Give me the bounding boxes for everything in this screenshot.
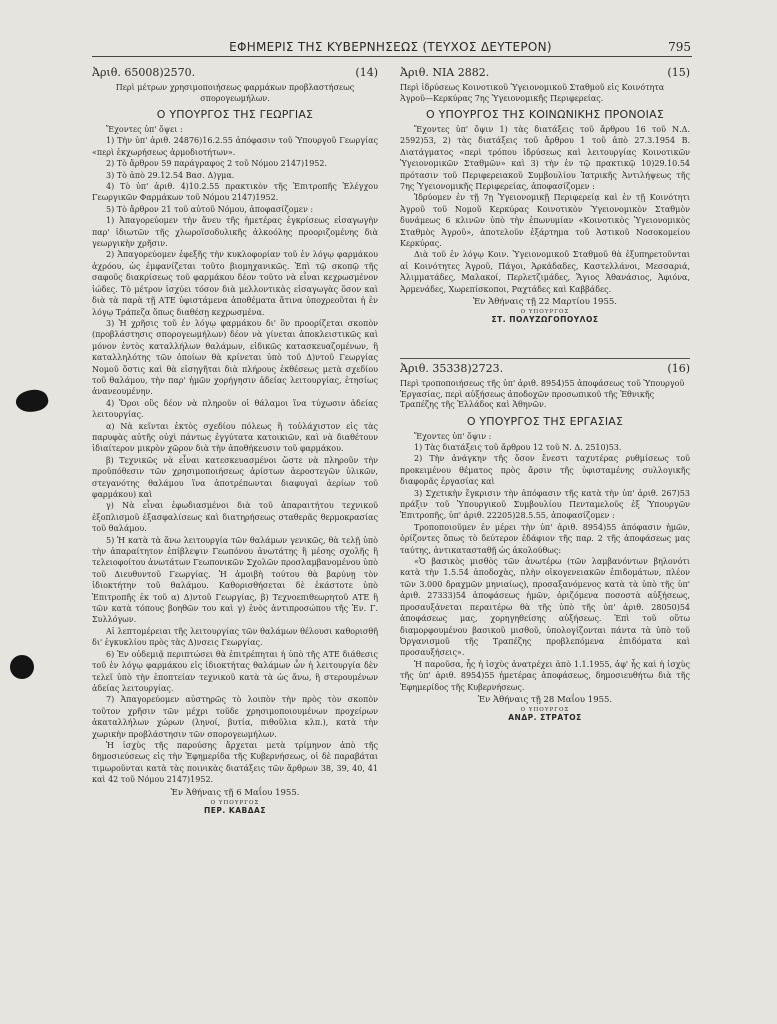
- paragraph: 1) Τὰς διατάξεις τοῦ ἄρθρου 12 τοῦ Ν. Δ. 2510)53.: [414, 443, 622, 452]
- paragraph: 2) Ἀπαγορεύομεν ἐφεξῆς τὴν κυκλοφορίαν τοῦ ἐν λόγῳ φαρμάκου ἀχρόου, ὡς ἐμφανίζεται τοῦτο βιομηχανικῶς. Ἐπὶ τῷ σκοπῷ τῆς σαφοῦς διακρίσεως τοῦ φαρμάκου δέον τοῦτο νὰ εἶναι κεχρωσμένον ἰώδες. Τὸ μέτρον ἰσχύει τόσον διὰ μελλοντικὰς εἰσαγωγὰς ὅσον καὶ διὰ τὰ παρὰ τῇ ΑΤΕ ὑφιστάμενα ἀποθέματα ἅτινα ὑποχρεοῦται ἡ ἐν λόγῳ Τράπεζα ὅπως διαθέσῃ κεχρωσμένα.: [92, 250, 378, 317]
- paragraph: «Ὁ βασικὸς μισθὸς τῶν ἀνωτέρω (τῶν λαμβανόντων βηλονότι κατὰ τὴν 1.5.54 ἀποδοχὰς, πλὴν οἰκογενειακῶν ἐπιδομάτων, πλέον τῶν 3.000 δραχμῶν μηνιαίως), προσαξανόμενος κατὰ τὰ ὑπὸ τῆς ὑπ' ἀριθ. 27333)54 ἀποφάσεως ἡμῶν, ὁριζόμενα ποσοστὰ αὐξήσεως, προσαυξάνεται περαιτέρω θὰ τῆς ὑπὸ τῆς ὑπ' ἀριθ. 28050)54 ἀποφάσεως μας, χορηγηθείσης αὐξήσεως. Ἐπὶ τοῦ οὕτω διαμορφουμένου βασικοῦ μισθοῦ, ὑπολογίζονται πάντα τὰ ὑπὸ τοῦ Ὀργανισμοῦ τῆς Τραπέζης προβλεπόμενα ἐπιδόματα καὶ προσαυξήσεις».: [400, 557, 690, 658]
- header-rule: [92, 56, 692, 57]
- paragraph: 3) Τὸ ἀπὸ 29.12.54 Βασ. Δ)γμα.: [106, 170, 235, 180]
- signature-label: Ο ΥΠΟΥΡΓΟΣ: [210, 799, 260, 806]
- decision-subject: Περὶ ἱδρύσεως Κοινοτικοῦ Ὑγειονομικοῦ Σταθμοῦ εἰς Κοινότητα Ἀγροῦ—Κερκύρας 7ης Ὑγειονομικῆς Περιφερείας.: [400, 83, 665, 103]
- paragraph: 1) Ἀπαγορεύομεν τὴν ἄνευ τῆς ἡμετέρας ἐγκρίσεως εἰσαγωγὴν παρ' ἰδιωτῶν τῆς χλωροϊσοδυλικῆς ἀλκοόλης προοριζομένης διὰ γεωργικὴν χρῆσιν.: [92, 216, 378, 249]
- paragraph: Ἔχοντες ὑπ' ὄψιν 1) τὰς διατάξεις τοῦ ἄρθρου 16 τοῦ Ν.Δ. 2592)53, 2) τὰς διατάξεις τοῦ ἄρθρου 1 τοῦ ἀπὸ 27.3.1954 Β. Διατάγματος «περὶ τρόπου ἱδρύσεως καὶ λειτουργίας Κοινοτικῶν Ὑγειονομικῶν Σταθμῶν» καὶ 3) τὴν ἐν τῷ πρακτικῷ 10)29.10.54 πρότασιν τοῦ Περιφερειακοῦ Συμβουλίου Ἰατρικῆς Ἀντιλήψεως τῆς 7ης Ὑγειονομικῆς Περιφερείας, ἀποφασίζομεν :: [400, 125, 690, 192]
- paragraph: Ἔχοντες ὑπ' ὄψιν :: [414, 431, 492, 441]
- decision-date: Ἐν Ἀθήναις τῇ 28 Μαΐου 1955.: [477, 694, 613, 705]
- paragraph: 6) Ἐν οὐδεμιᾷ περιπτώσει θὰ ἐπιτρέπηται ἡ ὑπὸ τῆς ΑΤΕ διάθεσις τοῦ ἐν λόγῳ φαρμάκου εἰς ἰδιοκτήτας θαλάμων ὧν ἡ λειτουργία δὲν τελεῖ ὑπὸ τὴν ἐποπτείαν τεχνικοῦ κατὰ τὰ ὡς ἄνω, ἢ στερουμένων ἀδείας λειτουργίας.: [92, 649, 378, 693]
- spacer: [400, 324, 690, 354]
- paragraph: 3) Σχετικὴν ἔγκρισιν τὴν ἀπόφασιν τῆς κατὰ τὴν ὑπ' ἀριθ. 267)53 πράξιν τοῦ Ὑπουργικοῦ Συμβουλίου Πενταμελοῦς ἐξ Ὑπουργῶν Ἐπιτροπῆς, ὑπ' ἀριθ. 22205)28.5.55, ἀποφασίζομεν :: [400, 488, 690, 521]
- decision-number: Ἀριθ. 35338)2723.: [400, 362, 504, 376]
- left-column: [92, 62, 378, 987]
- paragraph: 5) Τὸ ἄρθρον 21 τοῦ αὐτοῦ Νόμου, ἀποφασίζομεν :: [106, 204, 314, 214]
- paragraph: Αἱ λεπτομέρειαι τῆς λειτουργίας τῶν θαλάμων θέλουσι καθορισθῆ δι' ἐγκυκλίου πρὸς τὰς Δ)νσεις Γεωργίας.: [92, 626, 378, 648]
- right-column: [400, 62, 690, 987]
- paragraph: 3) Ἡ χρῆσις τοῦ ἐν λόγῳ φαρμάκου δι' ὃν προορίζεται σκοπὸν (προβλάστησις σπορογεωμήλων) δέον νὰ γίνεται ἀποκλειστικῶς καὶ μόνον ἐντὸς καταλλήλων θαλάμων, εἰδικῶς κατασκευαζομένων, ἢ καταλληλότης τῶν ὁποίων θὰ κρίνεται ὑπὸ τοῦ Δ)ντοῦ Γεωργίας Νομοῦ ὅστις καὶ θὰ εἰσηγῆται διὰ πλήρους ἐκθέσεως μετὰ σχεδίου τοῦ θαλάμου, τὴν παρ' ἡμῶν χορήγησιν ἀδείας λειτουργίας, ἐτησίως ἀνανεουμένην.: [92, 318, 378, 397]
- paragraph: β) Τεχνικῶς νὰ εἶναι κατεσκευασμένοι ὥστε νὰ πληροῦν τὴν προϋπόθεσιν τῶν χρησιμοποιήσεως ἀρίστων ἀεροστεγῶν ὑλικῶν, στεγανότης θαλάμου ἵνα ἀποτρέπωνται διαφυγαὶ ἀερίων τοῦ φαρμάκου) καὶ: [92, 455, 378, 499]
- paragraph: Διὰ τοῦ ἐν λόγῳ Κοιν. Ὑγειονομικοῦ Σταθμοῦ θὰ ἐξυπηρετοῦνται αἱ Κοινότητες Ἀγροῦ, Πάγοι, Ἀρκάδαδες, Καστελλάνοι, Μεσσαριά, Ἀλιμματάδες, Μαλακοί, Περλετζιμάδες, Ἅγιος Ἀθανάσιος, Ἀφιόνα, Ἀρμενάδες, Χωρεπίσκοποι, Ραχτάδες καὶ Καββάδες.: [400, 250, 690, 294]
- decision-subject: Περὶ μέτρων χρησιμοποιήσεως φαρμάκων προβλαστήσεως σπορογεωμήλων.: [115, 83, 355, 103]
- decision-body: [92, 124, 378, 786]
- decision-index: (15): [667, 66, 690, 79]
- ministry-heading: Ο ΥΠΟΥΡΓΟΣ ΤΗΣ ΚΟΙΝΩΝΙΚΗΣ ΠΡΟΝΟΙΑΣ: [426, 108, 664, 121]
- paragraph: γ) Νὰ εἶναι ἐφωδιασμένοι διὰ τοῦ ἀπαραιτήτου τεχνικοῦ ἐξοπλισμοῦ ἐξασφαλίσεως καὶ διατηρήσεως σταθερᾶς θερμοκρασίας τοῦ θαλάμου.: [92, 501, 378, 534]
- decision-index: (16): [667, 362, 690, 376]
- paragraph: 2) Τὴν ἀνάγκην τῆς ὅσον ἔνεστι ταχυτέρας ρυθμίσεως τοῦ προκειμένου θέματος πρὸς ἄρσιν τῆς ὑφισταμένης συλλογικῆς διαφορᾶς ἐργασίας καὶ: [400, 454, 690, 487]
- decision-index: (14): [355, 66, 378, 79]
- paragraph: 2) Τὸ ἄρθρον 59 παράγραφος 2 τοῦ Νόμου 2147)1952.: [106, 159, 328, 169]
- paragraph: 1) Τὴν ὑπ' ἀριθ. 24876)16.2.55 ἀπόφασιν τοῦ Ὑπουργοῦ Γεωργίας «περὶ ἐκχωρήσεως ἁρμοδιοτήτων».: [92, 136, 378, 157]
- paragraph: α) Νὰ κεῖνται ἐκτὸς σχεδίου πόλεως ἢ τοὐλάχιστον εἰς τὰς παρυφὰς αὐτῆς οὐχὶ πάντως ἐγγύτατα κατοικιῶν, καὶ νὰ διαθέτουν ἰδιαίτερον μικρὸν χῶρον διὰ τὴν ἀποθήκευσιν τοῦ φαρμάκου.: [92, 421, 378, 454]
- paragraph: Ἱδρύομεν ἐν τῇ 7ῃ Ὑγειονομικῇ Περιφερείᾳ καὶ ἐν τῇ Κοινότητι Ἀγροῦ τοῦ Νομοῦ Κερκύρας Κοινοτικὸν Ὑγειονομικὸν Σταθμὸν δυνάμεως 6 κλινῶν ὑπὸ τὴν ἐπωνυμίαν «Κοινοτικὸς Ὑγειονομικὸς Σταθμὸς Ἀγροῦ», ἀποτελοῦν ἐξάρτημα τοῦ Ἀστικοῦ Νοσοκομείου Κερκύρας.: [400, 193, 690, 249]
- decision-body: [400, 431, 690, 693]
- paragraph: Ἡ παροῦσα, ἧς ἡ ἰσχὺς ἀνατρέχει ἀπὸ 1.1.1955, ἀφ' ἧς καὶ ἡ ἰσχὺς τῆς ὑπ' ἀριθ. 8954)55 ἡμετέρας ἀποφάσεως, δημοσιευθήτω διὰ τῆς Ἐφημερίδος τῆς Κυβερνήσεως.: [400, 659, 690, 692]
- decision-number: Ἀριθ. 65008)2570.: [92, 66, 196, 79]
- paragraph: 7) Ἀπαγορεύομεν αὐστηρῶς τὸ λοιπὸν τὴν πρὸς τὸν σκοπὸν τοῦτον χρῆσιν τῶν μέχρι τοῦδε χρησιμοποιουμένων προχείρων ἀκαταλλήλων χώρων (ληνοί, βυτία, πιθοῦλια κλπ.), κατὰ τὴν χωρικὴν προβλάστησιν τῶν σπορογεωμήλων.: [92, 695, 378, 739]
- paragraph: 5) Ἡ κατὰ τὰ ἄνω λειτουργία τῶν θαλάμων γενικῶς, θὰ τελῇ ὑπὸ τὴν ἀπαραίτητον ἐπίβλεψιν Γεωπόνου ἀνωτάτης ἢ μέσης σχολῆς ἢ τελειοφοίτου ἀνωτάτων Γεωπονικῶν Σχολῶν προσλαμβανομένου ὑπὸ τοῦ Διευθυντοῦ Γεωργίας. Ἡ ἀμοιβὴ τούτου θὰ βαρύνῃ τὸν ἰδιοκτήτην τοῦ θαλάμου. Καθορισθήσεται δὲ ἑκάστοτε ὑπὸ Ἐπιτροπῆς ἐκ τοῦ α) Δ)ντοῦ Γεωργίας, β) Τεχνοεπιθεωρητοῦ ΑΤΕ ἢ τῶν κατὰ τόπους βοηθῶν του καὶ γ) ἑνὸς ἀντιπροσώπου τῆς Ἐν. Γ. Συλλόγων.: [92, 535, 378, 625]
- decision-number: Ἀριθ. ΝΙΑ 2882.: [400, 66, 490, 79]
- paragraph: Τροποποιοῦμεν ἐν μέρει τὴν ὑπ' ἀριθ. 8954)55 ἀπόφασιν ἡμῶν, ὁρίζοντες ὅπως τὸ δεύτερον ἐδάφιον τῆς παρ. 2 τῆς ἀποφάσεως μας ταύτης, ἀντικατασταθῇ ὡς ἀκολούθως:: [400, 522, 690, 555]
- ink-blot: [14, 386, 51, 416]
- signature-label: Ο ΥΠΟΥΡΓΟΣ: [520, 309, 570, 316]
- signature-label: Ο ΥΠΟΥΡΓΟΣ: [520, 706, 570, 713]
- page-number: 795: [668, 40, 691, 54]
- decision-subject: Περὶ τροποποιήσεως τῆς ὑπ' ἀριθ. 8954)55 ἀποφάσεως τοῦ Ὑπουργοῦ Ἐργασίας, περὶ αὐξήσεως ἀποδοχῶν προσωπικοῦ τῆς Ἐθνικῆς Τραπέζης τῆς Ἑλλάδος καὶ Ἀθηνῶν.: [400, 379, 685, 410]
- ink-blot: [10, 655, 34, 679]
- gazette-header-title: ΕΦΗΜΕΡΙΣ ΤΗΣ ΚΥΒΕΡΝΗΣΕΩΣ (ΤΕΥΧΟΣ ΔΕΥΤΕΡΟΝ): [229, 40, 552, 54]
- decision-header-14: [92, 66, 378, 80]
- decision-body: [400, 124, 690, 295]
- signature-name: ΠΕΡ. ΚΑΒΔΑΣ: [204, 805, 266, 815]
- paragraph: Ἡ ἰσχὺς τῆς παρούσης ἄρχεται μετὰ τρίμηνον ἀπὸ τῆς δημοσιεύσεως εἰς τὴν Ἐφημερίδα τῆς Κυβερνήσεως, οἱ δὲ παραβάται τιμωροῦνται κατὰ τὰς ποινικὰς διατάξεις τῶν ἄρθρων 38, 39, 40, 41 καὶ 42 τοῦ Νόμου 2147)1952.: [92, 740, 378, 785]
- paragraph: 4) Τὸ ὑπ' ἀριθ. 4)10.2.55 πρακτικὸν τῆς Ἐπιτροπῆς Ἐλέγχου Γεωργικῶν Φαρμάκων τοῦ Νόμου 2147)1952.: [92, 182, 378, 203]
- signature-name: ΣΤ. ΠΟΛΥΖΩΓΟΠΟΥΛΟΣ: [491, 315, 599, 325]
- paragraph: Ἔχοντες ὑπ' ὄψει :: [106, 125, 183, 134]
- ministry-heading: Ο ΥΠΟΥΡΓΟΣ ΤΗΣ ΕΡΓΑΣΙΑΣ: [466, 414, 624, 428]
- decision-date: Ἐν Ἀθήναις τῇ 6 Μαΐου 1955.: [170, 787, 300, 798]
- paragraph: 4) Ὅροι οὓς δέον νὰ πληροῦν οἱ θάλαμοι ἵνα τύχωσιν ἀδείας λειτουργίας.: [92, 398, 378, 420]
- decision-header-15: [400, 66, 690, 80]
- decision-date: Ἐν Ἀθήναις τῇ 22 Μαρτίου 1955.: [473, 297, 617, 308]
- ministry-heading: Ο ΥΠΟΥΡΓΟΣ ΤΗΣ ΓΕΩΡΓΙΑΣ: [156, 108, 314, 121]
- decision-header-16: [400, 358, 690, 376]
- signature-name: ΑΝΔΡ. ΣΤΡΑΤΟΣ: [508, 712, 582, 722]
